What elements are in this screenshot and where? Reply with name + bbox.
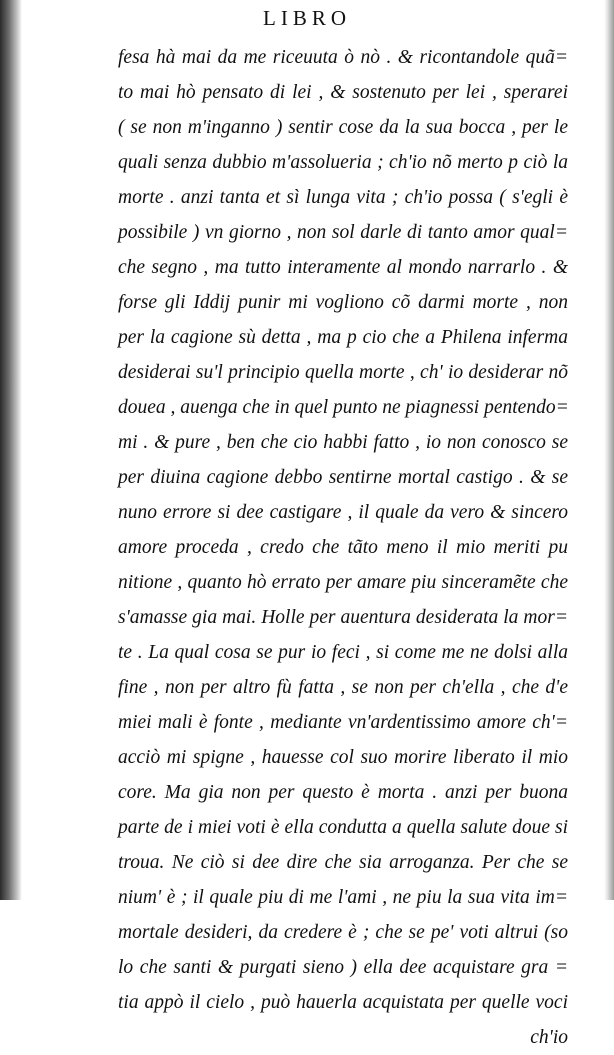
text-line: lo che santi & purgati sieno ) ella dee acquistare gra = bbox=[118, 957, 568, 978]
text-line: forse gli Iddij punir mi vogliono cõ darmi morte , non bbox=[118, 292, 568, 313]
text-line: core. Ma gia non per questo è morta . anzi per buona bbox=[118, 782, 568, 803]
text-line: possibile ) vn giorno , non sol darle di tanto amor qual= bbox=[118, 222, 568, 243]
text-line: mortale desideri, da credere è ; che se pe' voti altrui (so bbox=[118, 922, 568, 943]
page-edge-shadow bbox=[604, 0, 614, 900]
text-line: troua. Ne ciò si dee dire che sia arroganza. Per che se bbox=[118, 852, 568, 873]
text-line: s'amasse gia mai. Holle per auentura desiderata la mor= bbox=[118, 607, 568, 628]
text-line: desiderai su'l principio quella morte , ch' io desiderar nõ bbox=[118, 362, 568, 383]
text-line: morte . anzi tanta et sì lunga vita ; ch'io possa ( s'egli è bbox=[118, 187, 568, 208]
text-line: nuno errore si dee castigare , il quale da vero & sincero bbox=[118, 502, 568, 523]
text-line: doueа , auenga che in quel punto ne piagnessi pentendo= bbox=[118, 397, 569, 418]
text-line: to mai hò pensato di lei , & sostenuto per lei , sperarei bbox=[118, 82, 568, 103]
text-line: nitione , quanto hò errato per amare piu sinceramẽte che bbox=[118, 572, 568, 593]
text-line: tia appò il cielo , può hauerla acquistata per quelle voci bbox=[118, 992, 568, 1013]
text-line: fine , non per altro fù fatta , se non per ch'ella , che d'e bbox=[118, 677, 568, 698]
text-line: acciò mi spigne , hauesse col suo morire liberato il mio bbox=[118, 747, 568, 768]
text-line: per diuina cagione debbo sentirne mortal castigo . & se bbox=[118, 467, 568, 488]
text-line: mi . & pure , ben che cio habbi fatto , io non conosco se bbox=[118, 432, 568, 453]
running-header: LIBRO bbox=[263, 6, 351, 30]
text-line: nium' è ; il quale piu di me l'ami , ne piu la sua vita im= bbox=[118, 887, 568, 908]
body-text bbox=[118, 40, 568, 1055]
text-line: parte de i miei voti è ella condutta a quella salute doue si bbox=[118, 817, 568, 838]
text-line: ( se non m'inganno ) sentir cose da la sua bocca , per le bbox=[118, 117, 568, 138]
text-line: per la cagione sù detta , ma p cio che a Philena inferma bbox=[118, 327, 568, 348]
text-line: miei mali è fonte , mediante vn'ardentissimo amore ch'= bbox=[118, 712, 568, 733]
text-line: che segno , ma tutto interamente al mondo narrarlo . & bbox=[118, 257, 568, 278]
catchword: ch'io bbox=[530, 1027, 568, 1048]
text-line: fesa hà mai da me riceuuta ò nò . & ricontandole quã= bbox=[118, 47, 568, 68]
text-line: amore proceda , credo che tãto meno il mio meriti pu bbox=[118, 537, 568, 558]
page-gutter-shadow bbox=[0, 0, 22, 900]
text-line: quali senza dubbio m'assolueria ; ch'io nõ merto p ciò la bbox=[118, 152, 568, 173]
text-line: te . La qual cosa se pur io feci , si come me ne dolsi alla bbox=[118, 642, 568, 663]
